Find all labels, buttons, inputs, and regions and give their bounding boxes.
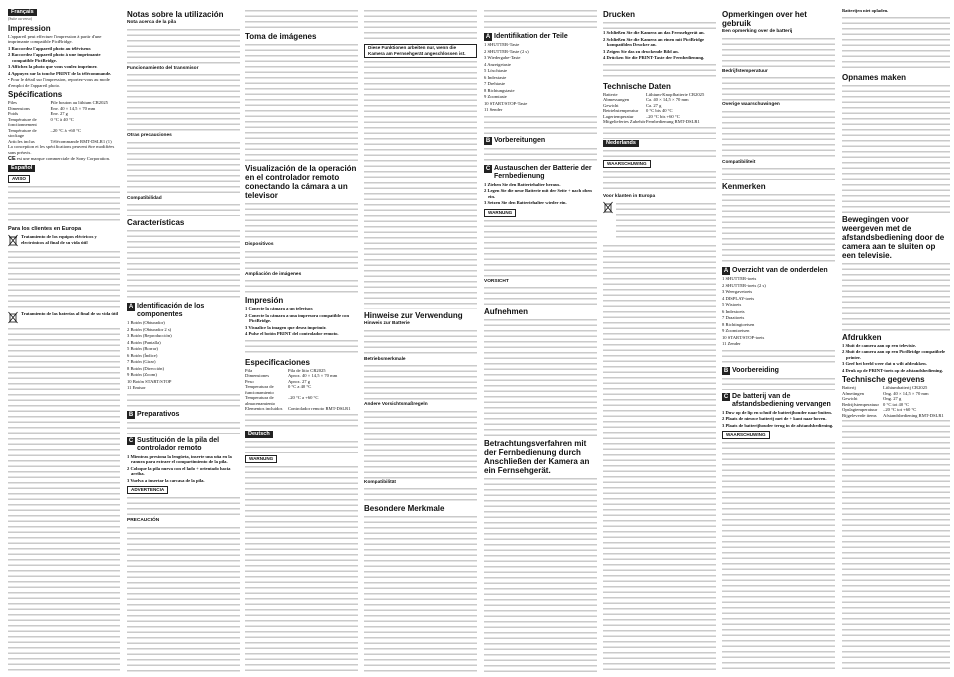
section-a-heading [722,267,835,275]
subheading-caution: PRECAUCIÓN [127,518,160,524]
part-item: 2 SHUTTER-Taste (2 s) [484,48,529,54]
section-title: Preparativos [137,410,180,418]
body-text [842,15,950,71]
step-item: 4 Pulse el botón PRINT del controlador remoto. [245,331,339,337]
body-text [722,75,835,101]
heading-specifications: Spécifications [8,90,63,99]
spec-value: Ca. 27 g [645,102,662,108]
spec-key: Bijgeleverde items [842,412,877,418]
step-item: 1 Duw op de lip en schuif de batterijhouder naar buiten. [722,409,832,415]
spec-key: Dimensions [8,105,30,111]
spec-value: Pila de litio CR2025 [287,367,326,373]
step-item: 2 Legen Sie die neue Batterie mit der Seite + nach oben ein. [484,188,592,199]
heading-notes: Opmerkingen over het gebruik [722,10,807,28]
impression-step: 1 Raccordez l'appareil photo au téléviseur. [8,45,92,51]
part-item: 1 SHUTTER-toets [722,276,757,282]
section-letter-c: C [128,437,134,444]
battery-note: Batterijen niet opladen. [842,8,889,13]
body-text [8,326,120,672]
spec-value: Env. 40 × 14,5 × 70 mm [50,105,96,111]
section-a-heading [127,303,240,319]
body-text [245,338,358,356]
part-item: 10 START/STOP-toets [722,334,765,340]
battery-disposal-block [8,311,120,324]
section-title: Voorbereiding [732,366,779,374]
spec-value: Controlador remoto RMT-DSLR1 [287,406,351,412]
spec-table [8,100,120,144]
body-text [842,83,950,213]
heading-features: Características [127,218,185,228]
spec-value: Télécommande RMT-DSLR1 (1) [50,138,112,144]
heading-specs: Technische gegevens [842,375,925,384]
spec-key: Bedrijfstemperatuur [842,401,879,407]
spec-key: Batterie [603,91,618,97]
part-item: 5 Löschtaste [484,68,508,73]
subheading-caution: VORSICHT [484,278,509,284]
heading-usage-notes: Hinweise zur Verwendung [364,311,463,320]
body-text [245,42,358,162]
body-text [484,317,597,437]
subheading-operation: Betriebsmerkmale [364,356,406,362]
continued-note: (Suite au verso) [8,17,33,21]
heading-impression: Impression [8,23,51,33]
body-text [127,228,240,300]
disposal-block [8,234,120,247]
body-text [364,514,477,672]
body-text [484,114,597,134]
section-c-heading [127,437,240,453]
body-text [127,392,240,408]
spec-table [603,92,716,125]
section-letter-c: C [485,165,491,172]
body-text [127,72,240,132]
body-text [127,140,240,195]
heading-specs: Especificaciones [245,357,310,367]
impression-intro: L'appareil peut effectuer l'impression à partir d'une imprimante compatible PictBridge. [8,33,102,44]
part-item: 1 Botón (Obturador) [127,320,165,326]
spec-key: Opslagtemperatuur [842,407,878,412]
step-item: 1 Sluit de camera aan op een televisie. [842,342,917,348]
spec-value: Ca. 40 × 14,5 × 70 mm [645,97,689,102]
spec-value: 0 °C à 40 °C [50,116,74,122]
spec-key: Poids [8,111,19,116]
step-item: 2 Schließen Sie die Kamera an einen mit PictBridge kompatiblen Drucker an. [603,36,705,47]
disposal-block [603,201,716,241]
spec-key: Elementos incluidos [245,406,283,412]
spec-value: Lithiumbatterij CR2025 [883,385,928,390]
subheading-compat: Compatibilidad [127,195,162,201]
spec-key: Pila [245,367,253,373]
heading-print: Drucken [603,10,636,19]
section-c-heading [722,393,835,409]
section-c-heading [484,165,597,181]
language-label: Español [8,165,35,172]
section-letter-b: B [128,411,134,418]
step-item: 3 Visualice la imagen que desea imprimir. [245,324,327,330]
spec-key: Temperatura de almacenamiento [245,395,276,406]
spec-value: Ong. 40 × 14,5 × 70 mm [883,390,929,396]
body-text [603,62,716,80]
part-item: 5 Botón (Borrar) [127,346,158,352]
part-item: 11 Zender [722,341,741,347]
step-item: 4 Druk op de PRINT-toets op de afstandsbediening. [842,367,943,373]
spec-key: Temperatura de funcionamiento [245,384,274,395]
section-a-heading [484,33,597,41]
spec-table [245,368,358,412]
spec-key: Dimensiones [245,373,269,379]
impression-note: • Pour le détail sur l'impression, reportez-vous au mode d'emploi de l'appareil photo. [8,77,110,88]
body-text [8,184,120,224]
heading-specs: Technische Daten [603,81,671,91]
crossed-bin-icon [603,201,613,214]
warning-box: WAARSCHUWING [722,431,770,439]
specs-note: La conception et les spécifications peuvent être modifiées sans préavis. [8,144,115,155]
body-text [245,249,358,271]
subheading-precautions: Otras precauciones [127,133,172,139]
part-item: 10 START/STOP-Taste [484,100,528,106]
spec-key: Mitgeliefertes Zubehör [603,119,646,124]
spec-key: Betriebstemperatur [603,108,639,113]
spec-value: 0 °C tot 40 °C [883,401,910,407]
column-spanish-2 [245,8,358,672]
step-item: 1 Ziehen Sie den Batteriehalter heraus. [484,181,561,187]
subheading-eu: Voor klanten in Europa [603,193,656,199]
part-item: 10 Botón START/STOP [127,378,172,384]
spec-key: Afmetingen [842,390,864,396]
step-item: 2 Sluit de camera aan op een PictBridge compatibele printer. [842,349,946,360]
body-text [127,27,240,65]
body-text [245,439,358,453]
column-german-3 [603,8,716,672]
section-letter-a: A [723,268,729,275]
subheading-battery: Nota acerca de la pila [127,20,177,25]
heading-print: Afdrukken [842,332,882,342]
body-text [842,261,950,331]
part-item: 2 SHUTTER-toets (2 s) [722,282,766,288]
spec-value: Ong. 27 g [883,396,902,401]
body-text [127,420,240,434]
body-text [722,166,835,180]
step-item: 3 Setzen Sie den Batteriehalter wieder ein. [484,200,567,205]
heading-recording: Aufnehmen [484,307,528,317]
spec-value: 0 °C a 40 °C [287,384,312,390]
step-item: 2 Coloque la pila nueva con el lado + orientado hacia arriba. [127,465,231,477]
heading-tv-operation: Bewegingen voor weergeven met de afstandsbediening door de camera aan te sluiten op een televisie. [842,214,945,260]
section-b-heading [722,367,835,375]
part-item: 3 Weergavetoets [722,289,753,295]
body-text [364,59,477,309]
step-item: 2 Plaats de nieuwe batterij met de + kant naar boven. [722,416,827,422]
body-text [722,348,835,364]
body-text [245,464,358,672]
body-text [484,8,597,30]
body-text [484,218,597,278]
section-letter-a: A [128,304,134,311]
section-letter-a: A [485,34,491,40]
body-text [603,243,716,672]
step-item: 3 Geef het beeld weer dat u wilt afdrukken. [842,361,927,366]
step-item: 1 Mientras presiona la lengüeta, inserte una uña en la ranura para extraer el compartimiento de la pila. [127,453,232,465]
step-item: 4 Drücken Sie die PRINT-Taste der Fernbedienung. [603,55,705,60]
warning-box: WARNUNG [484,209,516,217]
part-item: 5 Wistoets [722,302,742,308]
column-german-1 [364,8,477,672]
body-text [364,328,477,356]
column-dutch-2 [842,8,950,672]
spec-key: Batterij [842,385,856,390]
part-item: 9 Zoomtaste [484,94,507,99]
notice-box: Diese Funktionen arbeiten nur, wenn die Kamera am Fernsehgerät angeschlossen ist. [364,44,477,58]
section-title: De batterij van de afstandsbediening vervangen [732,392,831,408]
subheading-compat: Kompatibilität [364,479,396,485]
body-text [484,146,597,162]
body-text [364,363,477,401]
body-text [245,201,358,241]
part-item: 3 Wiedergabe-Taste [484,55,521,60]
warning-box: WARNUNG [245,455,277,463]
spec-value: –20 °C tot +60 °C [883,407,917,412]
column-spanish-1 [127,8,240,672]
section-b-heading [484,137,597,145]
spec-key: Lagertemperatur [603,113,634,119]
spec-value: 0 °C bis 40 °C [645,108,673,113]
body-text [603,169,716,193]
spec-value: Fernbedienung RMT-DSLR1 [645,119,700,124]
section-letter-c: C [723,393,729,400]
part-item: 7 Draaitoets [722,315,745,321]
section-letter-b: B [723,367,729,374]
heading-print: Impresión [245,296,284,306]
crossed-bin-icon [8,234,18,247]
body-text [603,20,716,30]
subheading-compat: Compatibiliteit [722,159,756,165]
warning-box: ADVERTENCIA [127,486,168,494]
body-text [245,8,358,30]
column-french [8,8,120,672]
step-item: 1 Conecte la cámara a un televisor. [245,306,314,312]
body-text [364,486,477,502]
part-item: 1 SHUTTER-Taste [484,42,520,47]
subheading-battery: Hinweis zur Batterie [364,321,410,326]
part-item: 2 Botón (Obturador 2 s) [127,326,172,332]
step-item: 2 Conecte la cámara a una impresora compatible con PictBridge. [245,312,350,324]
body-text [245,278,358,294]
language-label: Nederlands [603,140,639,147]
warning-box: AVISO [8,175,30,183]
section-b-heading [127,411,240,419]
body-text [603,125,716,139]
heading-features: Kenmerken [722,182,766,192]
section-letter-b: B [485,137,491,144]
spec-value: Lithium-Knopfbatterie CR2025 [645,91,705,97]
disposal-note: Tratamiento de los equipos eléctricos y electrónicos al final de su vida útil [21,234,97,245]
language-label: Français [8,9,37,16]
spec-key: Peso [245,378,254,384]
impression-step: 3 Affichez la photo que vous voulez imprimer. [8,64,98,69]
spec-key: Gewicht [603,102,619,108]
body-text [603,148,716,158]
spec-key: Température de fonctionnement [8,116,37,127]
heading-shooting: Opnames maken [842,72,907,82]
crossed-bin-icon [8,311,18,324]
body-text [722,192,835,264]
column-dutch-1 [722,8,835,672]
section-title: Sustitución de la pila del controlador remoto [137,436,220,452]
section-title: Identifikation der Teile [494,33,568,40]
section-title: Identificación de los componentes [137,303,205,319]
heading-shooting: Toma de imágenes [245,32,317,41]
body-text [722,440,835,672]
part-item: 6 Indextoets [722,308,745,314]
part-item: 9 Zoomtoetsen [722,328,750,334]
spec-value: Env. 27 g [50,111,68,116]
body-text [127,525,240,672]
part-item: 3 Botón (Reproducción) [127,333,172,339]
body-text [722,376,835,390]
part-item: 4 Anzeigetaste [484,61,511,67]
body-text [722,36,835,68]
part-item: 8 Richtungstaste [484,87,515,93]
part-item: 8 Botón (Dirección) [127,365,164,371]
spec-value: –20 °C a +60 °C [287,395,319,401]
heading-eu: Para los clientes en Europa [8,225,82,232]
heading-tv-operation: Betrachtungsverfahren mit der Fernbedienung durch Anschließen der Kamera an ein Fernsehgerät. [484,439,590,476]
body-text [722,109,835,159]
trademark-note: est une marque commerciale de Sony Corporation. [16,156,111,161]
part-item: 11 Sender [484,107,503,112]
heading-notes: Notas sobre la utilización [127,10,224,19]
spec-key: Gewicht [842,396,858,401]
body-text [127,202,240,216]
subheading-precautions: Andere Vorsichtsmaßregeln [364,402,428,408]
section-title: Overzicht van de onderdelen [732,267,828,275]
part-item: 7 Botón (Girar) [127,359,156,365]
body-text [842,418,950,672]
spec-value: Afstandsbediening RMT-DSLR1 [883,412,944,418]
body-text [484,476,597,672]
body-text [364,8,477,42]
part-item: 9 Botón (Zoom) [127,372,157,378]
body-text [245,412,358,430]
spec-key: Articles inclus [8,138,35,144]
step-item: 3 Zeigen Sie das zu druckende Bild an. [603,48,679,54]
column-german-2 [484,8,597,672]
body-text [364,409,477,479]
spec-value: –20 °C bis +60 °C [645,113,680,119]
language-label: Deutsch [245,431,273,438]
body-text [616,201,716,241]
subheading-temperature: Bedrijfstemperatuur [722,68,768,74]
spec-key: Piles [8,100,17,105]
subheading-devices: Dispositivos [245,242,274,247]
impression-step: 4 Appuyez sur la touche PRINT de la télécommande. [8,70,112,76]
step-item: 3 Vuelva a insertar la carcasa de la pila. [127,477,205,483]
step-item: 1 Schließen Sie die Kamera an das Fernsehgerät an. [603,30,705,35]
part-item: 8 Richtingtoetsen [722,321,755,327]
spec-value: Aprox. 40 × 14,5 × 70 mm [287,373,338,379]
impression-step: 2 Raccordez l'appareil photo à une imprimante compatible PictBridge. [8,52,101,63]
section-title: Austauschen der Batterie der Fernbedienung [494,164,592,180]
part-item: 6 Indextaste [484,74,507,80]
step-item: 3 Plaats de batterijhouder terug in de afstandsbediening. [722,422,834,428]
part-item: 7 Drehtaste [484,81,506,86]
part-item: 4 Botón (Pantalla) [127,339,161,345]
subheading-operation: Funcionamiento del transmisor [127,65,199,71]
heading-features: Besondere Merkmale [364,504,445,514]
subheading-precautions: Overige waarschuwingen [722,102,780,108]
spec-key: Abmessungen [603,97,630,102]
section-title: Vorbereitungen [494,136,546,144]
spec-table [842,385,950,418]
subheading-battery: Een opmerking over de batterij [722,29,793,34]
body-text [484,285,597,305]
subheading-zoom: Ampliación de imágenes [245,271,302,277]
spec-value: Aprox. 27 g [287,378,311,384]
spec-key: Température de stockage [8,127,37,138]
body-text [8,249,120,309]
heading-tv-operation: Visualización de la operación en el controlador remoto conectando la cámara a un televisor [245,164,357,200]
battery-disposal-note: Tratamiento de las baterías al final de su vida útil [21,311,119,317]
ce-mark-icon: CE [8,156,16,162]
part-item: 11 Emisor [127,385,146,391]
warning-box: WAARSCHUWING [603,160,651,168]
spec-value: –20 °C à +60 °C [50,127,82,133]
part-item: 4 DISPLAY-toets [722,295,755,301]
body-text [127,495,240,517]
spec-value: Pile bouton au lithium CR2025 [50,100,108,105]
part-item: 6 Botón (Índice) [127,352,158,358]
